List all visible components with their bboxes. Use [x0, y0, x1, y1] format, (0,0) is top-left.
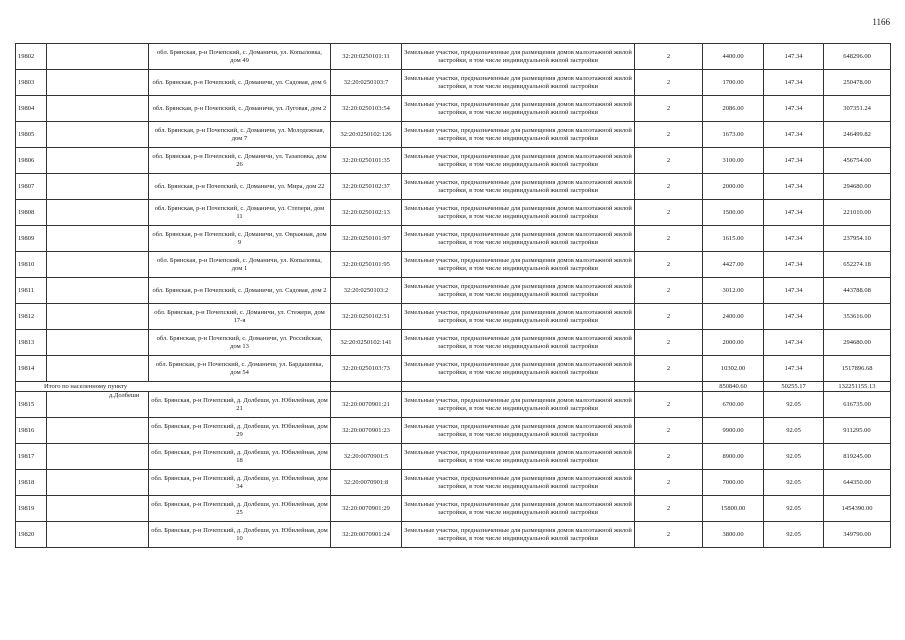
area-cell: 2000.00 [703, 330, 764, 356]
value-cell: 307351.24 [824, 96, 891, 122]
table-row [16, 44, 891, 70]
row-id: 19806 [16, 148, 47, 174]
value-cell: 456754.00 [824, 148, 891, 174]
table-row [16, 418, 891, 444]
value-cell: 246499.82 [824, 122, 891, 148]
settlement-cell [47, 418, 149, 444]
value-cell: 911295.00 [824, 418, 891, 444]
address-cell: обл. Брянская, р-н Почепский, с. Доманичи, ул. Копыловка, дом 1 [149, 252, 331, 278]
area-cell: 4427.00 [703, 252, 764, 278]
empty-cell [47, 96, 149, 122]
row-id: 19809 [16, 226, 47, 252]
rate-cell: 147.34 [764, 44, 824, 70]
cadastral-number: 32:20:0250101:11 [331, 44, 402, 70]
value-cell: 294680.00 [824, 330, 891, 356]
category-cell: 2 [635, 496, 703, 522]
row-id: 19811 [16, 278, 47, 304]
rate-cell: 92.05 [764, 444, 824, 470]
category-cell: 2 [635, 70, 703, 96]
address-cell: обл. Брянская, р-н Почепский, д. Долбеши, ул. Юбилейная, дом 21 [149, 392, 331, 418]
area-cell: 10302.00 [703, 356, 764, 382]
cadastral-number: 32:20:0070901:8 [331, 470, 402, 496]
address-cell: обл. Брянская, р-н Почепский, с. Доманичи, ул. Луговая, дом 2 [149, 96, 331, 122]
category-cell: 2 [635, 226, 703, 252]
purpose-cell: Земельные участки, предназначенные для размещения домов малоэтажной жилой застройки, в том числе индивидуальной жилой застройки [402, 174, 635, 200]
row-id: 19818 [16, 470, 47, 496]
row-id: 19813 [16, 330, 47, 356]
table-row [16, 304, 891, 330]
category-cell: 2 [635, 444, 703, 470]
row-id: 19812 [16, 304, 47, 330]
rate-cell: 147.34 [764, 304, 824, 330]
rate-cell: 147.34 [764, 174, 824, 200]
address-cell: обл. Брянская, р-н Почепский, с. Доманичи, ул. Стежери, дом 17-я [149, 304, 331, 330]
row-id: 19810 [16, 252, 47, 278]
table-row [16, 444, 891, 470]
purpose-cell: Земельные участки, предназначенные для размещения домов малоэтажной жилой застройки, в том числе индивидуальной жилой застройки [402, 444, 635, 470]
address-cell: обл. Брянская, р-н Почепский, с. Доманичи, ул. Копыловка, дом 49 [149, 44, 331, 70]
cadastral-number: 32:20:0250103:7 [331, 70, 402, 96]
table-row [16, 252, 891, 278]
address-cell: обл. Брянская, р-н Почепский, с. Доманичи, ул. Мира, дом 22 [149, 174, 331, 200]
cadastral-number: 32:20:0070901:21 [331, 392, 402, 418]
value-cell: 237954.10 [824, 226, 891, 252]
rate-cell: 147.34 [764, 278, 824, 304]
empty-cell [47, 226, 149, 252]
cadastral-number: 32:20:0250101:95 [331, 252, 402, 278]
row-id: 19814 [16, 356, 47, 382]
address-cell: обл. Брянская, р-н Почепский, д. Долбеши, ул. Юбилейная, дом 34 [149, 470, 331, 496]
area-cell: 1500.00 [703, 200, 764, 226]
rate-cell: 147.34 [764, 356, 824, 382]
rate-cell: 92.05 [764, 496, 824, 522]
page-number: 1166 [872, 17, 890, 27]
area-cell: 3012.00 [703, 278, 764, 304]
category-cell: 2 [635, 304, 703, 330]
purpose-cell: Земельные участки, предназначенные для размещения домов малоэтажной жилой застройки, в том числе индивидуальной жилой застройки [402, 470, 635, 496]
area-cell: 6700.00 [703, 392, 764, 418]
table-row [16, 356, 891, 382]
table-row [16, 522, 891, 548]
category-cell: 2 [635, 44, 703, 70]
cadastral-number: 32:20:0070901:23 [331, 418, 402, 444]
value-cell: 349790.00 [824, 522, 891, 548]
empty-cell [47, 356, 149, 382]
address-cell: обл. Брянская, р-н Почепский, с. Доманичи, ул. Российская, дом 13 [149, 330, 331, 356]
settlement-cell [47, 470, 149, 496]
category-cell: 2 [635, 330, 703, 356]
purpose-cell: Земельные участки, предназначенные для размещения домов малоэтажной жилой застройки, в том числе индивидуальной жилой застройки [402, 418, 635, 444]
table-row [16, 278, 891, 304]
purpose-cell: Земельные участки, предназначенные для размещения домов малоэтажной жилой застройки, в том числе индивидуальной жилой застройки [402, 392, 635, 418]
rate-cell: 147.34 [764, 200, 824, 226]
rate-cell: 92.05 [764, 470, 824, 496]
purpose-cell: Земельные участки, предназначенные для размещения домов малоэтажной жилой застройки, в том числе индивидуальной жилой застройки [402, 252, 635, 278]
area-cell: 9900.00 [703, 418, 764, 444]
address-cell: обл. Брянская, р-н Почепский, с. Доманичи, ул. Тазаповка, дом 26 [149, 148, 331, 174]
category-cell: 2 [635, 148, 703, 174]
land-registry-table [15, 43, 891, 548]
row-id: 19802 [16, 44, 47, 70]
empty-cell [47, 174, 149, 200]
subtotal-label: Итого по населенному пункту [16, 382, 331, 392]
purpose-cell: Земельные участки, предназначенные для размещения домов малоэтажной жилой застройки, в том числе индивидуальной жилой застройки [402, 304, 635, 330]
area-cell: 1700.00 [703, 70, 764, 96]
purpose-cell: Земельные участки, предназначенные для размещения домов малоэтажной жилой застройки, в том числе индивидуальной жилой застройки [402, 96, 635, 122]
table-row [16, 200, 891, 226]
value-cell: 1454390.00 [824, 496, 891, 522]
purpose-cell: Земельные участки, предназначенные для размещения домов малоэтажной жилой застройки, в том числе индивидуальной жилой застройки [402, 330, 635, 356]
address-cell: обл. Брянская, р-н Почепский, с. Доманичи, ул. Овражная, дом 9 [149, 226, 331, 252]
empty-cell [47, 122, 149, 148]
value-cell: 616735.00 [824, 392, 891, 418]
address-cell: обл. Брянская, р-н Почепский, с. Доманичи, ул. Садовая, дом 6 [149, 70, 331, 96]
empty-cell [47, 70, 149, 96]
subtotal-rate: 50255.17 [764, 382, 824, 392]
subtotal-value: 132251155.13 [824, 382, 891, 392]
settlement-cell [47, 392, 149, 418]
category-cell: 2 [635, 174, 703, 200]
row-id: 19805 [16, 122, 47, 148]
area-cell: 3800.00 [703, 522, 764, 548]
row-id: 19808 [16, 200, 47, 226]
address-cell: обл. Брянская, р-н Почепский, д. Долбеши, ул. Юбилейная, дом 18 [149, 444, 331, 470]
address-cell: обл. Брянская, р-н Почепский, с. Доманичи, ул. Садовая, дом 2 [149, 278, 331, 304]
rate-cell: 147.34 [764, 330, 824, 356]
area-cell: 1673.00 [703, 122, 764, 148]
category-cell: 2 [635, 200, 703, 226]
table-row [16, 96, 891, 122]
settlement-cell [47, 444, 149, 470]
cadastral-number: 32:20:0250103:54 [331, 96, 402, 122]
category-cell: 2 [635, 278, 703, 304]
empty-cell [47, 44, 149, 70]
rate-cell: 147.34 [764, 252, 824, 278]
cadastral-number: 32:20:0250101:35 [331, 148, 402, 174]
purpose-cell: Земельные участки, предназначенные для размещения домов малоэтажной жилой застройки, в том числе индивидуальной жилой застройки [402, 496, 635, 522]
table-row [16, 496, 891, 522]
rate-cell: 147.34 [764, 96, 824, 122]
row-id: 19819 [16, 496, 47, 522]
address-cell: обл. Брянская, р-н Почепский, д. Долбеши, ул. Юбилейная, дом 25 [149, 496, 331, 522]
area-cell: 7000.00 [703, 470, 764, 496]
area-cell: 4400.00 [703, 44, 764, 70]
value-cell: 353616.00 [824, 304, 891, 330]
purpose-cell: Земельные участки, предназначенные для размещения домов малоэтажной жилой застройки, в том числе индивидуальной жилой застройки [402, 148, 635, 174]
cadastral-number: 32:20:0250102:37 [331, 174, 402, 200]
cadastral-number: 32:20:0070901:29 [331, 496, 402, 522]
purpose-cell: Земельные участки, предназначенные для размещения домов малоэтажной жилой застройки, в том числе индивидуальной жилой застройки [402, 200, 635, 226]
rate-cell: 92.05 [764, 418, 824, 444]
cadastral-number: 32:20:0250102:126 [331, 122, 402, 148]
row-id: 19807 [16, 174, 47, 200]
row-id: 19815 [16, 392, 47, 418]
cadastral-number: 32:20:0070901:24 [331, 522, 402, 548]
area-cell: 1615.00 [703, 226, 764, 252]
table-row [16, 226, 891, 252]
value-cell: 1517896.68 [824, 356, 891, 382]
purpose-cell: Земельные участки, предназначенные для размещения домов малоэтажной жилой застройки, в том числе индивидуальной жилой застройки [402, 278, 635, 304]
table-row [16, 148, 891, 174]
value-cell: 652274.18 [824, 252, 891, 278]
cadastral-number: 32:20:0070901:5 [331, 444, 402, 470]
area-cell: 8900.00 [703, 444, 764, 470]
table-row [16, 122, 891, 148]
subtotal-row [16, 382, 891, 392]
table-row [16, 70, 891, 96]
purpose-cell: Земельные участки, предназначенные для размещения домов малоэтажной жилой застройки, в том числе индивидуальной жилой застройки [402, 122, 635, 148]
cadastral-number: 32:20:0250102:13 [331, 200, 402, 226]
rate-cell: 147.34 [764, 226, 824, 252]
settlement-cell [47, 522, 149, 548]
settlement-name: д.Долбеши [109, 392, 140, 399]
rate-cell: 147.34 [764, 148, 824, 174]
rate-cell: 92.05 [764, 392, 824, 418]
row-id: 19816 [16, 418, 47, 444]
area-cell: 2086.00 [703, 96, 764, 122]
value-cell: 644350.00 [824, 470, 891, 496]
category-cell: 2 [635, 252, 703, 278]
area-cell: 2000.00 [703, 174, 764, 200]
cadastral-number: 32:20:0250102:51 [331, 304, 402, 330]
purpose-cell: Земельные участки, предназначенные для размещения домов малоэтажной жилой застройки, в том числе индивидуальной жилой застройки [402, 226, 635, 252]
empty-cell [47, 304, 149, 330]
table-row [16, 392, 891, 418]
address-cell: обл. Брянская, р-н Почепский, с. Доманичи, ул. Бардашевка, дом 54 [149, 356, 331, 382]
subtotal-area: 850840.60 [703, 382, 764, 392]
cadastral-number: 32:20:0250103:2 [331, 278, 402, 304]
table-row [16, 174, 891, 200]
row-id: 19820 [16, 522, 47, 548]
value-cell: 294680.00 [824, 174, 891, 200]
empty-cell [47, 278, 149, 304]
address-cell: обл. Брянская, р-н Почепский, с. Доманичи, ул. Молодежная, дом 7 [149, 122, 331, 148]
table-row [16, 470, 891, 496]
purpose-cell: Земельные участки, предназначенные для размещения домов малоэтажной жилой застройки, в том числе индивидуальной жилой застройки [402, 522, 635, 548]
cadastral-number: 32:20:0250102:141 [331, 330, 402, 356]
value-cell: 819245.00 [824, 444, 891, 470]
area-cell: 15800.00 [703, 496, 764, 522]
purpose-cell: Земельные участки, предназначенные для размещения домов малоэтажной жилой застройки, в том числе индивидуальной жилой застройки [402, 44, 635, 70]
category-cell: 2 [635, 392, 703, 418]
category-cell: 2 [635, 356, 703, 382]
cadastral-number: 32:20:0250101:97 [331, 226, 402, 252]
rate-cell: 92.05 [764, 522, 824, 548]
empty-cell [47, 252, 149, 278]
settlement-cell [47, 496, 149, 522]
row-id: 19803 [16, 70, 47, 96]
table-row [16, 330, 891, 356]
cadastral-number: 32:20:0250103:73 [331, 356, 402, 382]
area-cell: 2400.00 [703, 304, 764, 330]
empty-cell [47, 330, 149, 356]
category-cell: 2 [635, 470, 703, 496]
value-cell: 443788.08 [824, 278, 891, 304]
purpose-cell: Земельные участки, предназначенные для размещения домов малоэтажной жилой застройки, в том числе индивидуальной жилой застройки [402, 70, 635, 96]
address-cell: обл. Брянская, р-н Почепский, с. Доманичи, ул. Степери, дом 11 [149, 200, 331, 226]
category-cell: 2 [635, 418, 703, 444]
empty-cell [47, 200, 149, 226]
category-cell: 2 [635, 96, 703, 122]
rate-cell: 147.34 [764, 122, 824, 148]
category-cell: 2 [635, 522, 703, 548]
address-cell: обл. Брянская, р-н Почепский, д. Долбеши, ул. Юбилейная, дом 29 [149, 418, 331, 444]
empty-cell [47, 148, 149, 174]
category-cell: 2 [635, 122, 703, 148]
purpose-cell: Земельные участки, предназначенные для размещения домов малоэтажной жилой застройки, в том числе индивидуальной жилой застройки [402, 356, 635, 382]
value-cell: 221010.00 [824, 200, 891, 226]
row-id: 19817 [16, 444, 47, 470]
value-cell: 250478.00 [824, 70, 891, 96]
rate-cell: 147.34 [764, 70, 824, 96]
area-cell: 3100.00 [703, 148, 764, 174]
value-cell: 648296.00 [824, 44, 891, 70]
row-id: 19804 [16, 96, 47, 122]
address-cell: обл. Брянская, р-н Почепский, д. Долбеши, ул. Юбилейная, дом 10 [149, 522, 331, 548]
